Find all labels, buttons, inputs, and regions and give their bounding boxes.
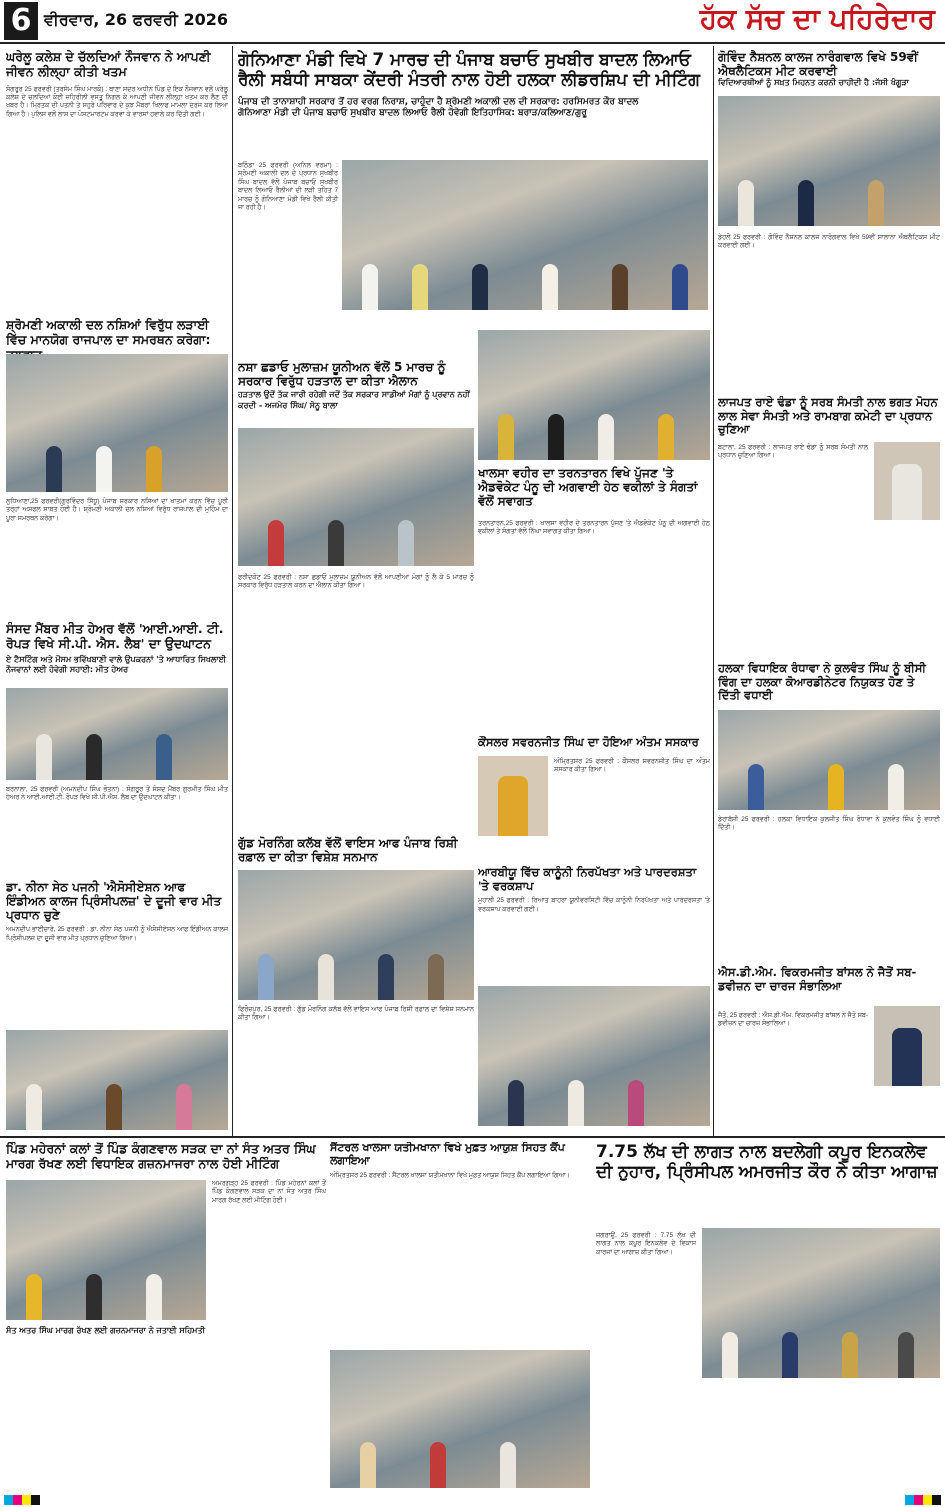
headline: ਡਾ. ਨੀਨਾ ਸੇਠ ਪਜਨੀ 'ਐਸੋਸੀਏਸ਼ਨ ਆਫ ਇੰਡੀਅਨ ਕਾਲਜ ਪ੍ਰਿੰਸੀਪਲਜ਼' ਦੇ ਦੂਜੀ ਵਾਰ ਮੀਤ ਪ੍ਰਧਾਨ ਚੁਣੇ: [6, 880, 222, 923]
story-body: ਡੇਹਲੋਂ 25 ਫਰਵਰੀ : ਗੋਵਿੰਦ ਨੈਸ਼ਨਲ ਕਾਲਜ ਨਾਰੰਗਵਾਲ ਵਿਖੇ 59ਵੀਂ ਸਾਲਾਨਾ ਐਥਲੈਟਿਕਸ ਮੀਟ ਕਰਵਾਈ ਗਈ।: [718, 234, 940, 250]
person-figure: [722, 1332, 738, 1378]
story-left-2: [6, 318, 228, 618]
news-photo: [478, 986, 710, 1126]
story-right-2: [718, 396, 940, 658]
headline: ਸ਼੍ਰੋਮਣੀ ਅਕਾਲੀ ਦਲ ਨਸ਼ਿਆਂ ਵਿਰੁੱਧ ਲੜਾਈ ਵਿੱਚ ਮਾਨਯੋਗ ਰਾਜਪਾਲ ਦਾ ਸਮਰਥਨ ਕਰੇਗਾ:: [6, 318, 211, 347]
portrait-photo: [874, 442, 940, 520]
color-registration-bar: [4, 1495, 40, 1505]
story-body: ਜਗਰਾਉਂ, 25 ਫਰਵਰੀ : 7.75 ਲੱਖ ਦੀ ਲਾਗਤ ਨਾਲ ਕਪੂਰ ਇਨਕਲੇਵ ਦੇ ਵਿਕਾਸ ਕਾਰਜਾਂ ਦਾ ਆਗਾਜ਼ ਕੀਤਾ ਗਿਆ।: [596, 1232, 696, 1256]
news-photo: [6, 1030, 228, 1130]
headline: ਹਲਕਾ ਵਿਧਾਇਕ ਰੰਧਾਵਾ ਨੇ ਕੁਲਵੰਤ ਸਿੰਘ ਨੂੰ ਬੀਸੀ ਵਿੰਗ ਦਾ ਹਲਕਾ ਕੋਆਰਡੀਨੇਟਰ ਨਿਯੁਕਤ ਹੋਣ ਤੇ ਦਿੱਤੀ ਵਧਾਈ: [718, 662, 926, 703]
news-photo: [6, 354, 228, 492]
news-photo: [702, 1228, 940, 1378]
news-photo: [238, 428, 474, 566]
story-right-1: [718, 50, 940, 390]
story-bottom-3: [596, 1142, 940, 1492]
person-figure: [508, 1080, 524, 1126]
headline: ਐਸ.ਡੀ.ਐਮ. ਵਿਕਰਮਜੀਤ ਬਾਂਸਲ ਨੇ ਜੈਤੋਂ ਸਬ- ਡਵੀਜ਼ਨ ਦਾ ਚਾਰਜ ਸੰਭਾਲਿਆ: [718, 966, 917, 993]
story-mid-3: [238, 836, 474, 1132]
story-body: ਤਰਨਤਾਰਨ,25 ਫਰਵਰੀ : ਖਾਲਸਾ ਵਹੀਰ ਦੇ ਤਰਨਤਾਰਨ ਪੁੱਜਣ 'ਤੇ ਐਡਵੋਕੇਟ ਪੰਨੂ ਦੀ ਅਗਵਾਈ ਹੇਠ ਵਕੀਲਾਂ ਤੇ ਸੰਗਤਾਂ ਵੱਲੋਂ ਨਿੱਘਾ ਸਵਾਗਤ ਕੀਤਾ ਗਿਆ।: [478, 520, 710, 536]
person-figure: [658, 414, 674, 460]
headline: ਘਰੇਲੂ ਕਲੇਸ਼ ਦੇ ਚੱਲਦਿਆਂ ਨੌਜਵਾਨ ਨੇ ਆਪਣੀ ਜੀਵਨ ਲੀਲ੍ਹਾ ਕੀਤੀ ਖਤਮ: [6, 50, 211, 79]
news-photo: [478, 330, 710, 460]
story-body: ਅੰਮ੍ਰਿਤਸਰ 25 ਫਰਵਰੀ : ਸੈਂਟਰਲ ਖਾਲਸਾ ਯਤੀਮਖਾਨਾ ਵਿਖੇ ਮੁਫ਼ਤ ਆਯੁਸ਼ ਸਿਹਤ ਕੈਂਪ ਲਗਾਇਆ ਗਿਆ।: [330, 1171, 570, 1179]
person-figure: [542, 264, 558, 310]
person-figure: [748, 764, 764, 810]
headline: ਖਾਲਸਾ ਵਹੀਰ ਦਾ ਤਰਨਤਾਰਨ ਵਿਖੇ ਪੁੱਜਣ 'ਤੇ ਐਡਵੋਕੇਟ ਪੰਨੂ ਦੀ ਅਗਵਾਈ ਹੇਠ ਵਕੀਲਾਂ ਤੇ ਸੰਗਤਾਂ ਵੱਲੋਂ ਸਵਾਗਤ: [478, 466, 698, 509]
person-figure: [362, 264, 378, 310]
subheadline: ਹੜਤਾਲ ਉਦੋਂ ਤੱਕ ਜਾਰੀ ਰਹੇਗੀ ਜਦੋਂ ਤੱਕ ਸਰਕਾਰ ਸਾਡੀਆਂ ਮੰਗਾਂ ਨੂੰ ਪ੍ਰਵਾਨ ਨਹੀਂ ਕਰਦੀ - ਅਜਮੇਰ ਸਿੰਘ/ ਸੋਨੂ ਬਾਲਾ: [238, 390, 470, 410]
color-registration-bar: [905, 1495, 941, 1505]
story-mid-2: [478, 330, 710, 580]
story-body: ਮੁਹਾਲੀ 25 ਫਰਵਰੀ : ਰਿਆਤ ਬਾਹਰਾ ਯੂਨੀਵਰਸਿਟੀ ਵਿੱਚ ਕਾਨੂੰਨੀ ਨਿਰਪੱਖਤਾ ਅਤੇ ਪਾਰਦਰਸ਼ਤਾ 'ਤੇ ਵਰਕਸ਼ਾਪ ਕਰਵਾਈ ਗਈ।: [478, 897, 710, 913]
headline: ਸੈਂਟਰਲ ਖਾਲਸਾ ਯਤੀਮਖਾਨਾ ਵਿਖੇ ਮੁਫ਼ਤ ਆਯੁਸ਼ ਸਿਹਤ ਕੈਂਪ ਲਗਾਇਆ: [330, 1142, 565, 1167]
person-figure: [892, 1028, 922, 1086]
story-body: ਸੰਗਰੂਰ 25 ਫਰਵਰੀ (ਤਰਸੇਮ ਸਿੰਘ ਮਾਰਕੋ) : ਥਾਣਾ ਸਦਰ ਅਧੀਨ ਪਿੰਡ ਦੇ ਇਕ ਨੌਜਵਾਨ ਵਲੋਂ ਘਰੇਲੂ ਕਲੇਸ਼ ਦੇ ਚਲਦਿਆਂ ਕੋਈ ਜ਼ਹਿਰੀਲੀ ਵਸਤੂ ਨਿਗਲ ਕੇ ਆਪਣੀ ਜੀਵਨ ਲੀਲ੍ਹਾ ਖਤਮ ਕਰ ਲੈਣ ਦੀ ਖਬਰ ਹੈ। ਮ੍ਰਿਤਕ ਦੀ ਪਤਨੀ ਤੇ ਸਹੁਰੇ ਪਰਿਵਾਰ ਦੇ ਕੁਝ ਮੈਂਬਰਾਂ ਖਿਲਾਫ ਮਾਮਲਾ ਦਰਜ ਕਰ ਲਿਆ ਗਿਆ ਹੈ। ਪੁਲਿਸ ਵਲੋਂ ਲਾਸ਼ ਦਾ ਪੋਸਟਮਾਰਟਮ ਕਰਵਾ ਕੇ ਵਾਰਸਾਂ ਹਵਾਲੇ ਕਰ ਦਿੱਤੀ ਗਈ।: [6, 85, 228, 118]
story-body: ਅਮਰਗੜ੍ਹ 25 ਫਰਵਰੀ : ਪਿੰਡ ਮਹੇਰਨਾਂ ਕਲਾਂ ਤੋਂ ਪਿੰਡ ਕੰਗਣਵਾਲ ਸੜਕ ਦਾ ਨਾਂ ਸੰਤ ਅਤਰ ਸਿੰਘ ਮਾਰਗ ਰੱਖਣ ਲਈ ਮੀਟਿੰਗ ਹੋਈ।: [212, 1180, 326, 1204]
story-body: ਬਟਾਲਾ, 25 ਫਰਵਰੀ : ਲਾਜਪਤ ਰਾਏ ਢੰਡਾ ਨੂੰ ਸਰਬ ਸੰਮਤੀ ਨਾਲ ਪ੍ਰਧਾਨ ਚੁਣਿਆ ਗਿਆ।: [718, 444, 868, 460]
story-body: ਅੰਮ੍ਰਿਤਸਰ 25 ਫਰਵਰੀ : ਕੌਂਸਲਰ ਸਵਰਨਜੀਤ ਸਿੰਘ ਦਾ ਅੰਤਮ ਸਸਕਾਰ ਕੀਤਾ ਗਿਆ।: [554, 758, 710, 774]
story-body: ਬਰਨਾਲਾ, 25 ਫਰਵਰੀ (ਅਮਨਦੀਪ ਸਿੰਘ ਭੋਤਨਾ) : ਸੰਗਰੂਰ ਤੋਂ ਸੰਸਦ ਮੈਂਬਰ ਗੁਰਮੀਤ ਸਿੰਘ ਮੀਤ ਹੇਅਰ ਨੇ ਆਈ.ਆਈ.ਟੀ. ਰੋਪੜ ਵਿਖੇ ਸੀ.ਪੀ.ਐਸ. ਲੈਬ ਦਾ ਉਦਘਾਟਨ ਕੀਤਾ।: [6, 786, 228, 802]
person-figure: [598, 414, 614, 460]
masthead: [0, 0, 945, 44]
person-figure: [318, 954, 334, 1000]
person-figure: [146, 1274, 162, 1320]
portrait-photo: [478, 756, 548, 836]
story-mid-4: [478, 736, 710, 856]
subheadline: ਵਿਦਿਆਰਥੀਆਂ ਨੂੰ ਸਖ਼ਤ ਮਿਹਨਤ ਕਰਨੀ ਚਾਹੀਦੀ ਹੈ :ਜੱਸੀ ਖੰਗੂੜਾ: [718, 78, 909, 88]
news-photo: [718, 710, 940, 810]
page-number: 6: [4, 2, 38, 40]
person-figure: [828, 764, 844, 810]
story-bottom-2: [330, 1142, 590, 1492]
story-right-3: [718, 662, 940, 962]
story-body: ਡੇਰਾਬੱਸੀ 25 ਫਰਵਰੀ : ਹਲਕਾ ਵਿਧਾਇਕ ਕੁਲਜੀਤ ਸਿੰਘ ਰੰਧਾਵਾ ਨੇ ਕੁਲਵੰਤ ਸਿੰਘ ਨੂੰ ਵਧਾਈ ਦਿੱਤੀ।: [718, 816, 940, 832]
person-figure: [378, 954, 394, 1000]
person-figure: [430, 1442, 446, 1488]
story-left-1: [6, 50, 228, 320]
person-figure: [156, 734, 172, 780]
news-photo: [6, 1180, 206, 1320]
column-rule: [232, 46, 233, 1136]
person-figure: [738, 180, 754, 226]
story-body: ਜੈਤੋ, 25 ਫਰਵਰੀ : ਐਸ.ਡੀ.ਐਮ. ਵਿਕਰਮਜੀਤ ਬਾਂਸਲ ਨੇ ਜੈਤੋ ਸਬ-ਡਵੀਜ਼ਨ ਦਾ ਚਾਰਜ ਸੰਭਾਲਿਆ।: [718, 1012, 868, 1028]
person-figure: [498, 414, 514, 460]
story-left-4: [6, 880, 228, 1134]
story-body: ਅਮਨਦੀਪ ਭਾਈਚਾਰੇ, 25 ਫਰਵਰੀ : ਡਾ. ਨੀਨਾ ਸੇਠ ਪਜਨੀ ਨੂੰ ਐਸੋਸੀਏਸ਼ਨ ਆਫ ਇੰਡੀਅਨ ਕਾਲਜ ਪ੍ਰਿੰਸੀਪਲਜ਼ ਦਾ ਦੂਜੀ ਵਾਰ ਮੀਤ ਪ੍ਰਧਾਨ ਚੁਣਿਆ ਗਿਆ।: [6, 926, 228, 942]
story-mid-1: [238, 360, 474, 830]
story-body: ਲੁਧਿਆਣਾ,25 ਫਰਵਰੀ(ਗੁਰਵਿੰਦਰ ਸਿੱਧੂ) ਪੰਜਾਬ ਸਰਕਾਰ ਨਸ਼ਿਆਂ ਦਾ ਖਾਤਮਾ ਕਰਨ ਵਿੱਚ ਪੂਰੀ ਤਰ੍ਹਾਂ ਅਸਫਲ ਸਾਬਤ ਹੋਈ ਹੈ। ਸ਼੍ਰੋਮਣੀ ਅਕਾਲੀ ਦਲ ਨਸ਼ਿਆਂ ਵਿਰੁੱਧ ਰਾਜਪਾਲ ਦੀ ਮੁਹਿੰਮ ਦਾ ਪੂਰਾ ਸਮਰਥਨ ਕਰੇਗਾ।: [6, 498, 228, 522]
person-figure: [428, 954, 444, 1000]
story-body: ਬਠਿੰਡਾ 25 ਫਰਵਰੀ (ਅਨਿਲ ਵਰਮਾ) : ਸ਼੍ਰੋਮਣੀ ਅਕਾਲੀ ਦਲ ਦੇ ਪ੍ਰਧਾਨ ਸੁਖਬੀਰ ਸਿੰਘ ਬਾਦਲ ਵੱਲੋਂ ਪੰਜਾਬ ਬਚਾਓ ਸੁਖਬੀਰ ਬਾਦਲ ਲਿਆਓ ਰੈਲੀਆਂ ਦੀ ਲੜੀ ਤਹਿਤ 7 ਮਾਰਚ ਨੂੰ ਗੋਨਿਆਣਾ ਮੰਡੀ ਵਿਖੇ ਰੈਲੀ ਕੀਤੀ ਜਾ ਰਹੀ ਹੈ।: [238, 162, 338, 212]
headline: ਆਰਬੀਯੂ ਵਿੱਚ ਕਾਨੂੰਨੀ ਨਿਰਪੱਖਤਾ ਅਤੇ ਪਾਰਦਰਸ਼ਤਾ 'ਤੇ ਵਰਕਸ਼ਾਪ: [478, 866, 697, 893]
portrait-photo: [874, 1006, 940, 1086]
news-photo: [238, 870, 474, 1000]
person-figure: [548, 414, 564, 460]
headline: ਪਿੰਡ ਮਹੇਰਨਾਂ ਕਲਾਂ ਤੋਂ ਪਿੰਡ ਕੰਗਣਵਾਲ ਸੜਕ ਦਾ ਨਾਂ ਸੰਤ ਅਤਰ ਸਿੰਘ ਮਾਰਗ ਰੱਖਣ ਲਈ ਵਿਧਾਇਕ ਗਜ਼ਨਮਾਜਰਾ ਨਾਲ ਹੋਈ ਮੀਟਿੰਗ: [6, 1142, 316, 1171]
person-figure: [498, 776, 528, 836]
person-figure: [500, 1442, 516, 1488]
person-figure: [628, 1080, 644, 1126]
person-figure: [568, 1080, 584, 1126]
person-figure: [612, 264, 628, 310]
person-figure: [26, 1274, 42, 1320]
person-figure: [86, 734, 102, 780]
person-figure: [412, 264, 428, 310]
person-figure: [268, 520, 284, 566]
headline: ਸੰਸਦ ਮੈਂਬਰ ਮੀਤ ਹੇਅਰ ਵੱਲੋਂ 'ਆਈ.ਆਈ. ਟੀ. ਰੋਪੜ ਵਿਖੇ ਸੀ.ਪੀ. ਐਸ. ਲੈਬ' ਦਾ ਉਦਘਾਟਨ: [6, 622, 224, 651]
person-figure: [328, 520, 344, 566]
lead-bullet-1: ਪੰਜਾਬ ਦੀ ਤਾਨਾਸ਼ਾਹੀ ਸਰਕਾਰ ਤੋਂ ਹਰ ਵਰਗ ਨਿਰਾਸ਼, ਚਾਹੁੰਦਾ ਹੈ ਸ਼੍ਰੋਮਣੀ ਅਕਾਲੀ ਦਲ ਦੀ ਸਰਕਾਰ: ਹਰਸਿਮਰਤ ਕੌਰ ਬਾਦਲ: [238, 96, 639, 107]
person-figure: [782, 1332, 798, 1378]
person-figure: [472, 264, 488, 310]
story-right-4: [718, 966, 940, 1132]
person-figure: [888, 764, 904, 810]
person-figure: [146, 446, 162, 492]
lead-story: [238, 50, 708, 320]
section-rule: [0, 1136, 945, 1138]
person-figure: [26, 1084, 42, 1130]
news-photo: [330, 1350, 590, 1488]
column-rule: [713, 46, 714, 1136]
photo-caption: ਸੰਤ ਅਤਰ ਸਿੰਘ ਮਾਰਗ ਰੱਖਣ ਲਈ ਗਜ਼ਨਮਾਜਰਾ ਨੇ ਜਤਾਈ ਸਹਿਮਤੀ: [6, 1326, 205, 1335]
person-figure: [36, 734, 52, 780]
date: ਵੀਰਵਾਰ, 26 ਫਰਵਰੀ 2026: [44, 10, 228, 29]
person-figure: [398, 520, 414, 566]
person-figure: [842, 1332, 858, 1378]
news-photo: [342, 160, 708, 310]
person-figure: [106, 1084, 122, 1130]
person-figure: [46, 446, 62, 492]
person-figure: [798, 180, 814, 226]
person-figure: [96, 446, 112, 492]
story-mid-5: [478, 866, 710, 1132]
person-figure: [86, 1274, 102, 1320]
news-photo: [718, 96, 940, 226]
person-figure: [892, 464, 922, 520]
person-figure: [868, 180, 884, 226]
headline: 7.75 ਲੱਖ ਦੀ ਲਾਗਤ ਨਾਲ ਬਦਲੇਗੀ ਕਪੂਰ ਇਨਕਲੇਵ ਦੀ ਨੁਹਾਰ, ਪ੍ਰਿੰਸੀਪਲ ਅਮਰਜੀਤ ਕੌਰ ਨੇ ਕੀਤਾ ਆਗਾਜ਼: [596, 1142, 938, 1183]
headline: ਗੋਵਿੰਦ ਨੈਸ਼ਨਲ ਕਾਲਜ ਨਾਰੰਗਵਾਲ ਵਿਖੇ 59ਵੀਂ ਐਥਲੈਟਿਕਸ ਮੀਟ ਕਰਵਾਈ: [718, 50, 918, 79]
story-bottom-1: [6, 1142, 326, 1492]
story-body: ਫਿਰੋਜ਼ਪੁਰ, 25 ਫਰਵਰੀ : ਗੁੱਡ ਮੋਰਨਿੰਗ ਕਲੱਬ ਵੱਲੋਂ ਵਾਇਸ ਆਫ ਪੰਜਾਬ ਰਿਸ਼ੀ ਰਫ਼ਾਲ ਦਾ ਵਿਸ਼ੇਸ਼ ਸਨਮਾਨ ਕੀਤਾ ਗਿਆ।: [238, 1006, 474, 1022]
lead-bullet-2: ਗੋਨਿਆਣਾ ਮੰਡੀ ਦੀ ਪੰਜਾਬ ਬਚਾਓ ਸੁਖਬੀਰ ਬਾਦਲ ਲਿਆਓ ਰੈਲੀ ਹੋਵੇਗੀ ਇਤਿਹਾਸਿਕ: ਬਰਾੜ/ਕਲਿਆਣ/ਗੁਰੂ: [238, 108, 587, 119]
brand-logo: ਹੱਕ ਸੱਚ ਦਾ ਪਹਿਰੇਦਾਰ: [699, 2, 935, 35]
headline: ਗੁੱਡ ਮੋਰਨਿੰਗ ਕਲੱਬ ਵੱਲੋਂ ਵਾਇਸ ਆਫ ਪੰਜਾਬ ਰਿਸ਼ੀ ਰਫ਼ਾਲ ਦਾ ਕੀਤਾ ਵਿਸ਼ੇਸ਼ ਸਨਮਾਨ: [238, 836, 458, 865]
subheadline: ਏ ਟੈਸਟਿੰਗ ਅਤੇ ਮੌਸਮ ਭਵਿੱਖਬਾਣੀ ਵਾਲੇ ਉਪਕਰਨਾਂ 'ਤੇ ਆਧਾਰਿਤ ਸਿਖਲਾਈ ਨੌਜਵਾਨਾਂ ਲਈ ਹੋਵੇਗੀ ਸਹਾਈ: ਮੀਤ ਹੇਅਰ: [6, 654, 227, 674]
headline: ਕੌਂਸਲਰ ਸਵਰਨਜੀਤ ਸਿੰਘ ਦਾ ਹੋਇਆ ਅੰਤਮ ਸਸਕਾਰ: [478, 736, 699, 749]
story-body: ਫਰੀਦਕੋਟ 25 ਫਰਵਰੀ : ਨਸ਼ਾ ਛਡਾਓ ਮੁਲਾਜ਼ਮ ਯੂਨੀਅਨ ਵੱਲੋਂ ਆਪਣੀਆਂ ਮੰਗਾਂ ਨੂੰ ਲੈ ਕੇ 5 ਮਾਰਚ ਨੂੰ ਸਰਕਾਰ ਵਿਰੁੱਧ ਹੜਤਾਲ ਕਰਨ ਦਾ ਐਲਾਨ ਕੀਤਾ ਗਿਆ।: [238, 574, 474, 590]
person-figure: [258, 954, 274, 1000]
lead-headline: ਗੋਨਿਆਣਾ ਮੰਡੀ ਵਿਖੇ 7 ਮਾਰਚ ਦੀ ਪੰਜਾਬ ਬਚਾਓ ਸੁਖਬੀਰ ਬਾਦਲ ਲਿਆਓ ਰੈਲੀ ਸਬੰਧੀ ਸਾਬਕਾ ਕੇਂਦਰੀ ਮੰਤਰੀ ਨਾਲ ਹੋਈ ਹਲਕਾ ਲੀਡਰਸ਼ਿਪ ਦੀ ਮੀਟਿੰਗ: [238, 50, 700, 91]
person-figure: [898, 1332, 914, 1378]
story-left-3: [6, 622, 228, 877]
person-figure: [672, 264, 688, 310]
person-figure: [360, 1442, 376, 1488]
headline: ਲਾਜਪਤ ਰਾਏ ਢੰਡਾ ਨੂੰ ਸਰਬ ਸੰਮਤੀ ਨਾਲ ਭਗਤ ਮੋਹਨ ਲਾਲ ਸੇਵਾ ਸੰਮਤੀ ਅਤੇ ਰਾਮਬਾਗ ਕਮੇਟੀ ਦਾ ਪ੍ਰਧਾਨ ਚੁਣਿਆ: [718, 396, 938, 437]
person-figure: [176, 1084, 192, 1130]
news-photo: [6, 688, 228, 780]
headline: ਨਸ਼ਾ ਛਡਾਓ ਮੁਲਾਜ਼ਮ ਯੂਨੀਅਨ ਵੱਲੋਂ 5 ਮਾਰਚ ਨੂੰ ਸਰਕਾਰ ਵਿਰੁੱਧ ਹੜਤਾਲ ਦਾ ਕੀਤਾ ਐਲਾਨ: [238, 360, 446, 389]
